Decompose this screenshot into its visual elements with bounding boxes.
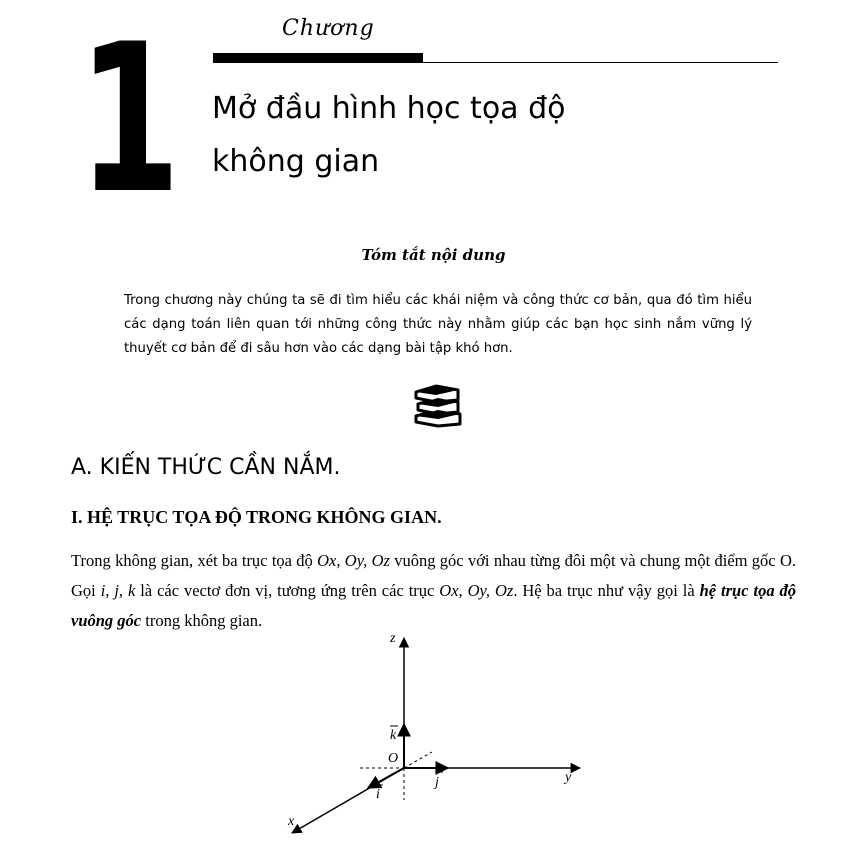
para-text-5: trong không gian. — [141, 611, 263, 630]
unit-vectors-label: i, j, k — [100, 581, 136, 600]
chapter-title-line-1: Mở đầu hình học tọa độ — [212, 91, 566, 126]
para-text-4: . Hệ ba trục như vậy gọi là — [513, 581, 700, 600]
axes-label-2: Ox, Oy, Oz — [439, 581, 514, 600]
axes-label-1: Ox, Oy, Oz — [317, 551, 390, 570]
para-text-2: vuông góc với nhau từng đôi một và chung một điểm gốc O. Gọi — [71, 551, 796, 600]
origin-label: O — [388, 751, 399, 766]
section-a-heading: A. KIẾN THỨC CẦN NẮM. — [71, 455, 341, 480]
para-text-3: là các vectơ đơn vị, tương ứng trên các trục — [135, 581, 440, 600]
chapter-title — [212, 82, 772, 188]
books-stack-icon — [410, 380, 464, 433]
axis-label-x: x — [288, 814, 295, 829]
section-1-heading: I. HỆ TRỤC TỌA ĐỘ TRONG KHÔNG GIAN. — [71, 507, 442, 527]
para-text-1: Trong không gian, xét ba trục tọa độ — [71, 551, 318, 570]
chapter-rule-thick — [213, 53, 423, 63]
chapter-word: Chương — [282, 16, 375, 41]
body-paragraph — [71, 546, 796, 636]
summary-text: Trong chương này chúng ta sẽ đi tìm hiểu các khái niệm và công thức cơ bản, qua đó tìm hiểu các dạng toán liên quan tới những công thức này nhằm giúp các bạn học sinh nắm vững lý thuyết cơ bản để đi sâu hơn vào các dạng bài tập khó hơn. — [124, 293, 752, 356]
defined-term: hệ trục tọa độ vuông góc — [71, 581, 797, 630]
axis-label-y: y — [565, 770, 572, 785]
vector-i — [368, 768, 404, 788]
vector-label-k: k — [390, 728, 397, 743]
chapter-title-line-2: không gian — [212, 144, 380, 179]
summary-heading: Tóm tắt nội dung — [361, 246, 506, 264]
coordinate-axes-figure — [280, 628, 610, 848]
chapter-rule-thin — [423, 62, 778, 63]
vector-label-i: i — [376, 787, 380, 802]
axis-label-z: z — [390, 631, 396, 646]
chapter-number: 1 — [78, 1, 181, 239]
vector-label-j: j — [435, 775, 439, 790]
